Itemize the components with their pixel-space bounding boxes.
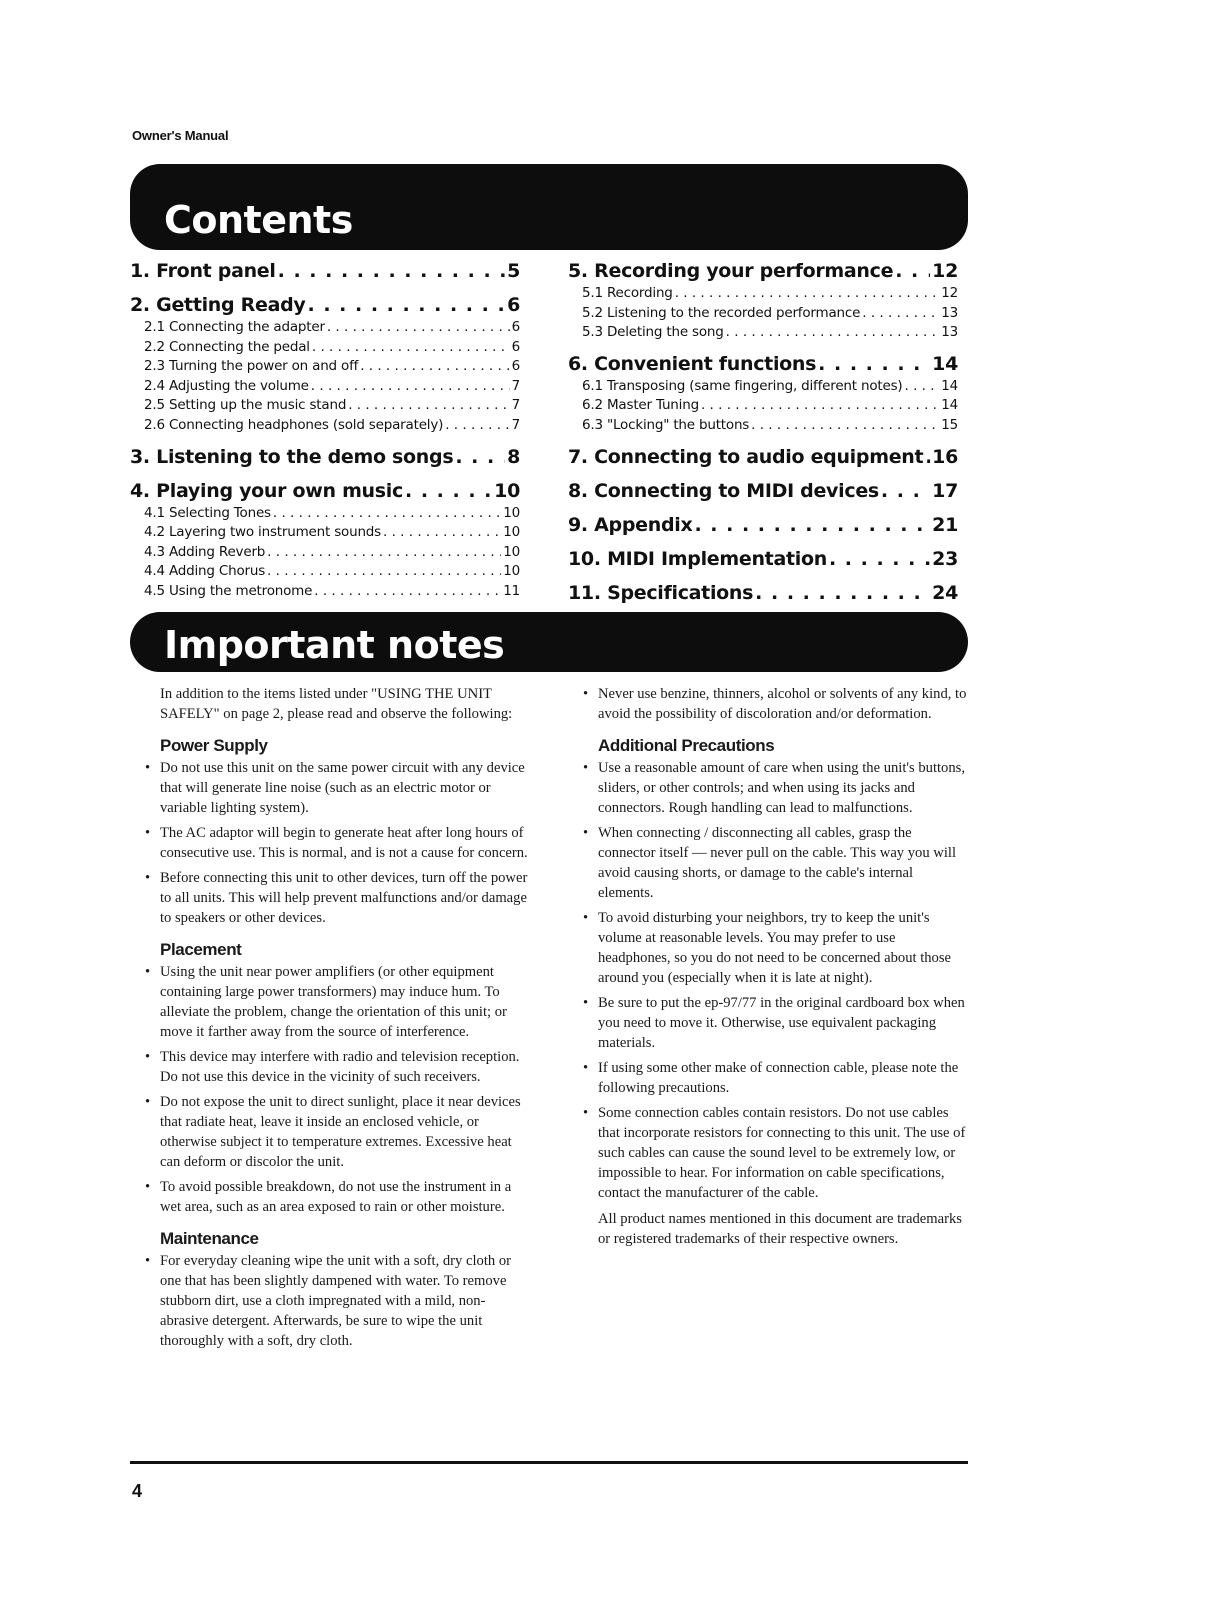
toc-entry-label: 9. Appendix	[568, 513, 693, 536]
toc-entry-label: 2.2 Connecting the pedal	[144, 338, 310, 355]
power-supply-list	[160, 758, 530, 928]
placement-list	[160, 962, 530, 1217]
toc-section-entry	[130, 338, 520, 358]
toc-section-entry	[130, 377, 520, 397]
toc-leader-dots	[314, 582, 501, 602]
toc-section-entry	[130, 396, 520, 416]
toc-entry-label: 4. Playing your own music	[130, 479, 403, 502]
toc-entry-label: 10. MIDI Implementation	[568, 547, 827, 570]
list-item: • The AC adaptor will begin to generate heat after long hours of consecutive use. This is normal, and is not a cause for concern.	[160, 823, 530, 863]
toc-entry-label: 4.1 Selecting Tones	[144, 504, 271, 521]
notes-right-column	[598, 684, 968, 1257]
toc-leader-dots	[267, 543, 501, 563]
toc-chapter-entry	[568, 546, 958, 572]
toc-entry-label: 2. Getting Ready	[130, 294, 306, 316]
toc-entry-label: 5.3 Deleting the song	[582, 324, 724, 341]
toc-chapter-entry	[568, 512, 958, 538]
toc-section-entry	[130, 562, 520, 582]
toc-leader-dots	[273, 504, 501, 524]
toc-leader-dots	[312, 338, 510, 358]
trademark-notice: All product names mentioned in this document are trademarks or registered trademarks of their respective owners.	[598, 1211, 962, 1247]
toc-entry-page: 14	[941, 377, 958, 394]
list-item: • Never use benzine, thinners, alcohol or solvents of any kind, to avoid the possibility of discoloration and/or deformation.	[598, 684, 968, 724]
toc-entry-label: 4.3 Adding Reverb	[144, 543, 266, 560]
toc-chapter-entry	[130, 478, 520, 504]
toc-entry-label: 6. Convenient functions	[568, 352, 817, 375]
toc-entry-page: 7	[511, 416, 520, 433]
toc-entry-label: 5.1 Recording	[582, 285, 673, 301]
notes-left-column	[160, 684, 530, 1356]
toc-leader-dots	[675, 284, 940, 304]
toc-entry-label: 5. Recording your performance	[568, 260, 894, 282]
section-heading-power-supply: Power Supply	[160, 736, 268, 755]
toc-leader-dots	[327, 318, 510, 338]
toc-entry-page: 10	[503, 563, 520, 580]
toc-entry-label: 6.2 Master Tuning	[582, 397, 699, 414]
important-notes-title: Important notes	[164, 623, 505, 667]
maintenance-list	[160, 1251, 530, 1351]
toc-leader-dots	[360, 357, 509, 377]
running-head: Owner's Manual	[132, 128, 229, 143]
toc-section-entry	[568, 284, 958, 304]
maintenance-continued-list	[598, 684, 968, 724]
list-item: • To avoid disturbing your neighbors, try to keep the unit's volume at reasonable levels. You may prefer to use headphones, so you do not need to be concerned about those around you (especially when it is late at night).	[598, 908, 968, 988]
toc-section-entry	[130, 582, 520, 602]
toc-leader-dots	[895, 258, 930, 284]
list-item: • This device may interfere with radio and television reception. Do not use this device in the vicinity of such receivers.	[160, 1047, 530, 1087]
toc-entry-label: 2.3 Turning the power on and off	[144, 358, 359, 375]
list-item: • Some connection cables contain resistors. Do not use cables that incorporate resistors for connecting to this unit. The use of such cables can cause the sound level to be extremely low, or impossible to hear. For information on cable specifications, contact the manufacturer of the cable.	[598, 1103, 968, 1203]
toc-entry-page: 7	[511, 397, 520, 414]
toc-entry-page: 14	[941, 397, 958, 414]
toc-leader-dots	[383, 523, 501, 543]
toc-entry-label: 5.2 Listening to the recorded performance	[582, 304, 861, 321]
toc-entry-page: 17	[932, 479, 958, 502]
contents-banner	[130, 164, 968, 250]
toc-chapter-entry	[568, 580, 958, 606]
toc-chapter-entry	[130, 444, 520, 470]
toc-entry-label: 1. Front panel	[130, 260, 276, 282]
notes-intro: In addition to the items listed under "USING THE UNIT SAFELY" on page 2, please read and observe the following:	[160, 686, 513, 722]
toc-leader-dots	[348, 396, 509, 416]
toc-section-entry	[130, 318, 520, 338]
toc-entry-label: 8. Connecting to MIDI devices	[568, 479, 879, 502]
toc-section-entry	[568, 304, 958, 324]
toc-leader-dots	[267, 562, 501, 582]
toc-entry-label: 4.5 Using the metronome	[144, 582, 313, 599]
toc-chapter-entry	[568, 444, 958, 470]
toc-section-entry	[130, 357, 520, 377]
toc-entry-label: 3. Listening to the demo songs	[130, 445, 454, 468]
toc-chapter-entry	[130, 258, 520, 284]
toc-section-entry	[568, 396, 958, 416]
toc-entry-page: 24	[932, 581, 958, 604]
toc-leader-dots	[818, 351, 930, 377]
toc-entry-page: 13	[941, 304, 958, 321]
toc-section-entry	[568, 377, 958, 397]
toc-entry-label: 7. Connecting to audio equipment	[568, 445, 924, 468]
toc-entry-label: 2.4 Adjusting the volume	[144, 377, 309, 394]
list-item: • Before connecting this unit to other devices, turn off the power to all units. This will help prevent malfunctions and/or damage to speakers or other devices.	[160, 868, 530, 928]
toc-leader-dots	[726, 323, 940, 343]
toc-entry-label: 2.5 Setting up the music stand	[144, 397, 347, 414]
toc-chapter-entry	[568, 351, 958, 377]
list-item: • Using the unit near power amplifiers (or other equipment containing large power transformers) may induce hum. To alleviate the problem, change the orientation of this unit; or move it farther away from the source of interference.	[160, 962, 530, 1042]
toc-leader-dots	[904, 377, 939, 397]
toc-entry-page: 7	[511, 377, 520, 394]
toc-entry-label: 2.6 Connecting headphones (sold separately)	[144, 416, 444, 433]
toc-entry-page: 6	[511, 319, 520, 335]
toc-chapter-entry	[568, 258, 958, 284]
toc-entry-label: 11. Specifications	[568, 581, 754, 604]
toc-section-entry	[568, 416, 958, 436]
page-number: 4	[132, 1481, 143, 1501]
important-notes-banner	[130, 612, 968, 672]
section-heading-maintenance: Maintenance	[160, 1229, 259, 1248]
list-item: • To avoid possible breakdown, do not use the instrument in a wet area, such as an area exposed to rain or other moisture.	[160, 1177, 530, 1217]
toc-section-entry	[130, 523, 520, 543]
toc-leader-dots	[445, 416, 509, 436]
toc-entry-page: 12	[932, 260, 958, 282]
toc-section-entry	[130, 504, 520, 524]
toc-entry-page: 5	[507, 260, 520, 282]
toc-leader-dots	[278, 258, 505, 284]
toc-leader-dots	[751, 416, 939, 436]
toc-right-column	[568, 258, 958, 606]
toc-leader-dots	[311, 377, 510, 397]
toc-entry-page: 13	[941, 324, 958, 341]
toc-left-column	[130, 258, 520, 602]
toc-entry-page: 6	[507, 294, 520, 316]
toc-leader-dots	[455, 444, 505, 470]
toc-entry-page: 21	[932, 513, 958, 536]
toc-entry-label: 6.3 "Locking" the buttons	[582, 416, 750, 433]
toc-leader-dots	[881, 478, 930, 504]
toc-entry-page: 14	[932, 352, 958, 375]
toc-entry-page: 6	[511, 358, 520, 375]
toc-entry-page: 8	[507, 445, 520, 468]
list-item: • Be sure to put the ep-97/77 in the original cardboard box when you need to move it. Otherwise, use equivalent packaging materials.	[598, 993, 968, 1053]
section-heading-placement: Placement	[160, 940, 242, 959]
list-item: • When connecting / disconnecting all cables, grasp the connector itself — never pull on the cable. This way you will avoid causing shorts, or damage to the cable's internal elements.	[598, 823, 968, 903]
toc-entry-page: 16	[932, 445, 958, 468]
toc-entry-label: 2.1 Connecting the adapter	[144, 319, 325, 335]
toc-section-entry	[130, 416, 520, 436]
toc-entry-page: 10	[503, 543, 520, 560]
toc-leader-dots	[701, 396, 939, 416]
toc-leader-dots	[829, 546, 930, 572]
toc-entry-label: 6.1 Transposing (same fingering, different notes)	[582, 377, 903, 394]
bottom-rule	[130, 1461, 968, 1464]
list-item: • Use a reasonable amount of care when using the unit's buttons, sliders, or other controls; and when using its jacks and connectors. Rough handling can lead to malfunctions.	[598, 758, 968, 818]
toc-entry-page: 6	[511, 338, 520, 355]
toc-entry-page: 23	[932, 547, 958, 570]
toc-section-entry	[130, 543, 520, 563]
toc-leader-dots	[925, 444, 930, 470]
toc-entry-page: 15	[941, 416, 958, 433]
toc-leader-dots	[307, 292, 505, 318]
toc-entry-page: 10	[503, 504, 520, 521]
list-item: • Do not expose the unit to direct sunlight, place it near devices that radiate heat, leave it inside an enclosed vehicle, or otherwise subject it to temperature extremes. Excessive heat can deform or discolor the unit.	[160, 1092, 530, 1172]
additional-precautions-list	[598, 758, 968, 1203]
toc-entry-label: 4.4 Adding Chorus	[144, 563, 266, 580]
toc-leader-dots	[862, 304, 939, 324]
section-heading-additional-precautions: Additional Precautions	[598, 736, 775, 755]
toc-leader-dots	[694, 512, 930, 538]
toc-leader-dots	[405, 478, 492, 504]
list-item: • Do not use this unit on the same power circuit with any device that will generate line noise (such as an electric motor or variable lighting system).	[160, 758, 530, 818]
list-item: • For everyday cleaning wipe the unit with a soft, dry cloth or one that has been slightly dampened with water. To remove stubborn dirt, use a cloth impregnated with a mild, non-abrasive detergent. Afterwards, be sure to wipe the unit thoroughly with a soft, dry cloth.	[160, 1251, 530, 1351]
toc-chapter-entry	[568, 478, 958, 504]
toc-entry-label: 4.2 Layering two instrument sounds	[144, 524, 381, 541]
toc-entry-page: 10	[503, 524, 520, 541]
toc-entry-page: 10	[494, 479, 520, 502]
toc-section-entry	[568, 323, 958, 343]
toc-chapter-entry	[130, 292, 520, 318]
contents-title: Contents	[164, 198, 353, 242]
toc-leader-dots	[755, 580, 930, 606]
toc-entry-page: 12	[941, 285, 958, 301]
toc-entry-page: 11	[503, 582, 520, 599]
list-item: • If using some other make of connection cable, please note the following precautions.	[598, 1058, 968, 1098]
